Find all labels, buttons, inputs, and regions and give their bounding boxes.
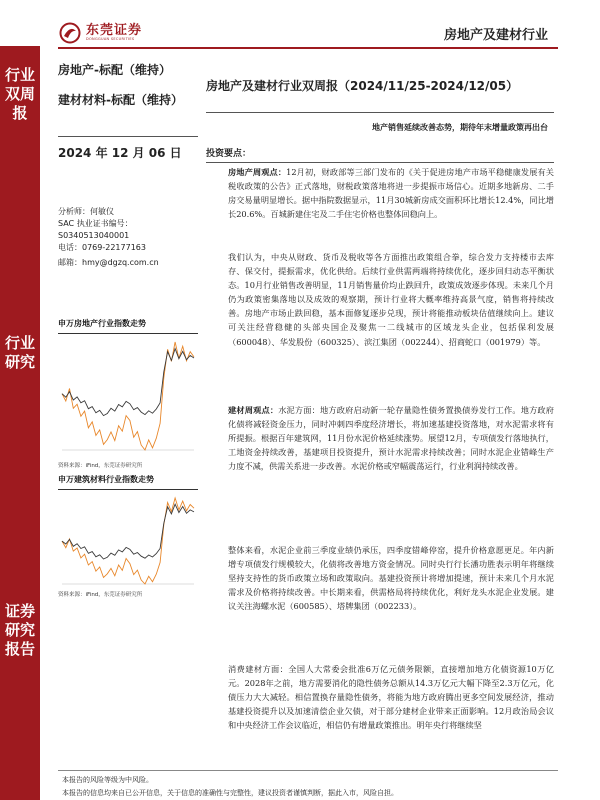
paragraph-re-analysis-text: 我们认为，中央从财政、货币及税收等各方面推出政策组合拳，综合发力支持楼市去库存、保交付，提振需求，优化供给。后续行业供需两端将持续优化，逐步回归动态平衡状态。10月行业销售改善明显，11月销售量价均止跌回升，政策成效逐步体现。未来几个月仍为政策密集落地以及成效的观察期，预计行业将大概率维持高景气度，销售将持续改善。房地产市场止跌回稳，基本面修复逐步兑现，预计将能推动板块估值继续向上。建议可关注经营稳健的头部央国企及聚焦一二线城市的区域龙头企业，包括保利发展（600048）、华发股份（600325）、滨江集团（002244）、招商蛇口（001979）等。 [228,252,554,347]
investment-heading: 投资要点： [206,149,252,159]
left-divider [58,136,198,137]
rating-building-materials: 建材材料-标配（维持） [58,93,183,107]
footer-disclaimer: 本报告的信息均来自已公开信息，关于信息的准确性与完整性，建议投资者谨慎判断，据此入市，风险自担。 [62,789,398,797]
chart-re-source: 资料来源：iFind，东莞证券研究所 [58,463,143,469]
report-subtitle: 地产销售延续改善态势，期待年末增量政策再出台 [372,123,548,132]
chart-bm-divider [58,489,198,490]
series-line-sector [62,498,194,584]
series-line-benchmark [62,504,194,559]
sidebar [0,46,40,800]
paragraph-consumer-bm-text: 消费建材方面：全国人大常委会批准6万亿元债务限额，直接增加地方化债资源10万亿元。2028年之前，地方需要消化的隐性债务总额从14.3万亿元大幅下降至2.3万亿元，化债压力大大减轻。相信置换存量隐性债务，将能为地方政府腾出更多空间发展经济，推动基建投资提升以及加速清偿企业欠债，对于部分建材企业带来正面影响。12月政治局会议和中央经济工作会议临近，相信仍有增量政策推出。明年央行将继续坚 [228,664,554,731]
paragraph-re-text: 12月初，财政部等三部门发布的《关于促进房地产市场平稳健康发展有关税收政策的公告》正式落地，财税政策落地将进一步提振市场信心。近期多地新房、二手房交易量明显增长。据中指院数据显示，11月30城新房成交面积环比增长12.4%，同比增长20.6%。百城新建住宅及二手住宅价格也整体回稳向上。 [228,167,554,220]
analyst-sac: SAC 执业证书编号： [58,219,133,228]
paragraph-re-view [228,165,554,221]
analyst-email: 邮箱：hmy@dgzq.com.cn [58,258,159,267]
report-date: 2024 年 12 月 06 日 [58,146,182,160]
chart-real-estate [58,336,198,460]
chart-re-divider [58,333,198,334]
report-title: 房地产及建材行业双周报（2024/11/25-2024/12/05） [206,79,519,93]
header-divider [58,47,558,49]
paragraph-re-lead: 房地产周观点： [228,167,287,177]
chart-bm-title: 申万建筑材料行业指数走势 [58,475,154,484]
chart-bm-source: 资料来源：iFind，东莞证券研究所 [58,592,143,598]
paragraph-bm-overall-text: 整体来看，水泥企业前三季度业绩仍承压，四季度错峰停窑，提升价格意愿更足。年内新增专项债发行规模较大，化债将改善地方资金情况。同时央行行长潘功胜表示明年将继续坚持支持性的货币政策立场和政策取向。基建投资预计将增加提速，预计未来几个月水泥需求及价格将持续改善。中长期来看，供需格局将持续优化，利好龙头水泥企业发展。建议关注海螺水泥（600585）、塔牌集团（002233）。 [228,545,554,612]
brand-logo [58,22,142,44]
title-divider [206,112,554,113]
industry-label: 房地产及建材行业 [443,28,548,43]
brand-sub: DONGGUAN SECURITIES [86,37,135,41]
footer-divider [58,770,558,771]
paragraph-bm-view [228,403,554,473]
chart-building-materials [58,492,198,594]
sidebar-label-top: 行业双周报 [4,66,35,122]
chart-re-title: 申万房地产行业指数走势 [58,319,146,328]
paragraph-bm-lead: 建材周观点： [228,405,279,415]
inv-divider [206,162,554,163]
paragraph-bm-text: 水泥方面：地方政府启动新一轮存量隐性债务置换债券发行工作。地方政府化债将减轻资金压力，同时冲刺四季度经济增长，将加速基建投资落地，对水泥需求将有所提振。根据百年建筑网，11月份水泥价格延续涨势。展望12月，专项债发行落地执行，工地资金持续改善，基建项目投资提升，预计水泥需求持续改善；同时水泥企业错峰生产力度不减，供需关系进一步改善。水泥价格或窄幅震荡运行，行业利润持续改善。 [228,405,554,472]
logo-emblem-icon [58,22,82,44]
brand-name: 东莞证券 [86,23,143,38]
analyst-phone: 电话：0769-22177163 [58,243,146,252]
paragraph-consumer-bm [228,662,554,732]
footer-risk: 本报告的风险等级为中风险。 [62,776,153,784]
paragraph-re-analysis [228,250,554,349]
series-line-benchmark [62,349,194,416]
sidebar-label-mid: 行业研究 [4,334,35,371]
series-line-sector [62,342,194,450]
sidebar-label-bottom: 证券研究报告 [4,602,35,658]
rating-real-estate: 房地产-标配（维持） [58,63,171,77]
paragraph-bm-overall [228,543,554,613]
analyst-name: 分析师：何敏仪 [58,207,114,216]
analyst-sac-id: S0340513040001 [58,231,130,240]
